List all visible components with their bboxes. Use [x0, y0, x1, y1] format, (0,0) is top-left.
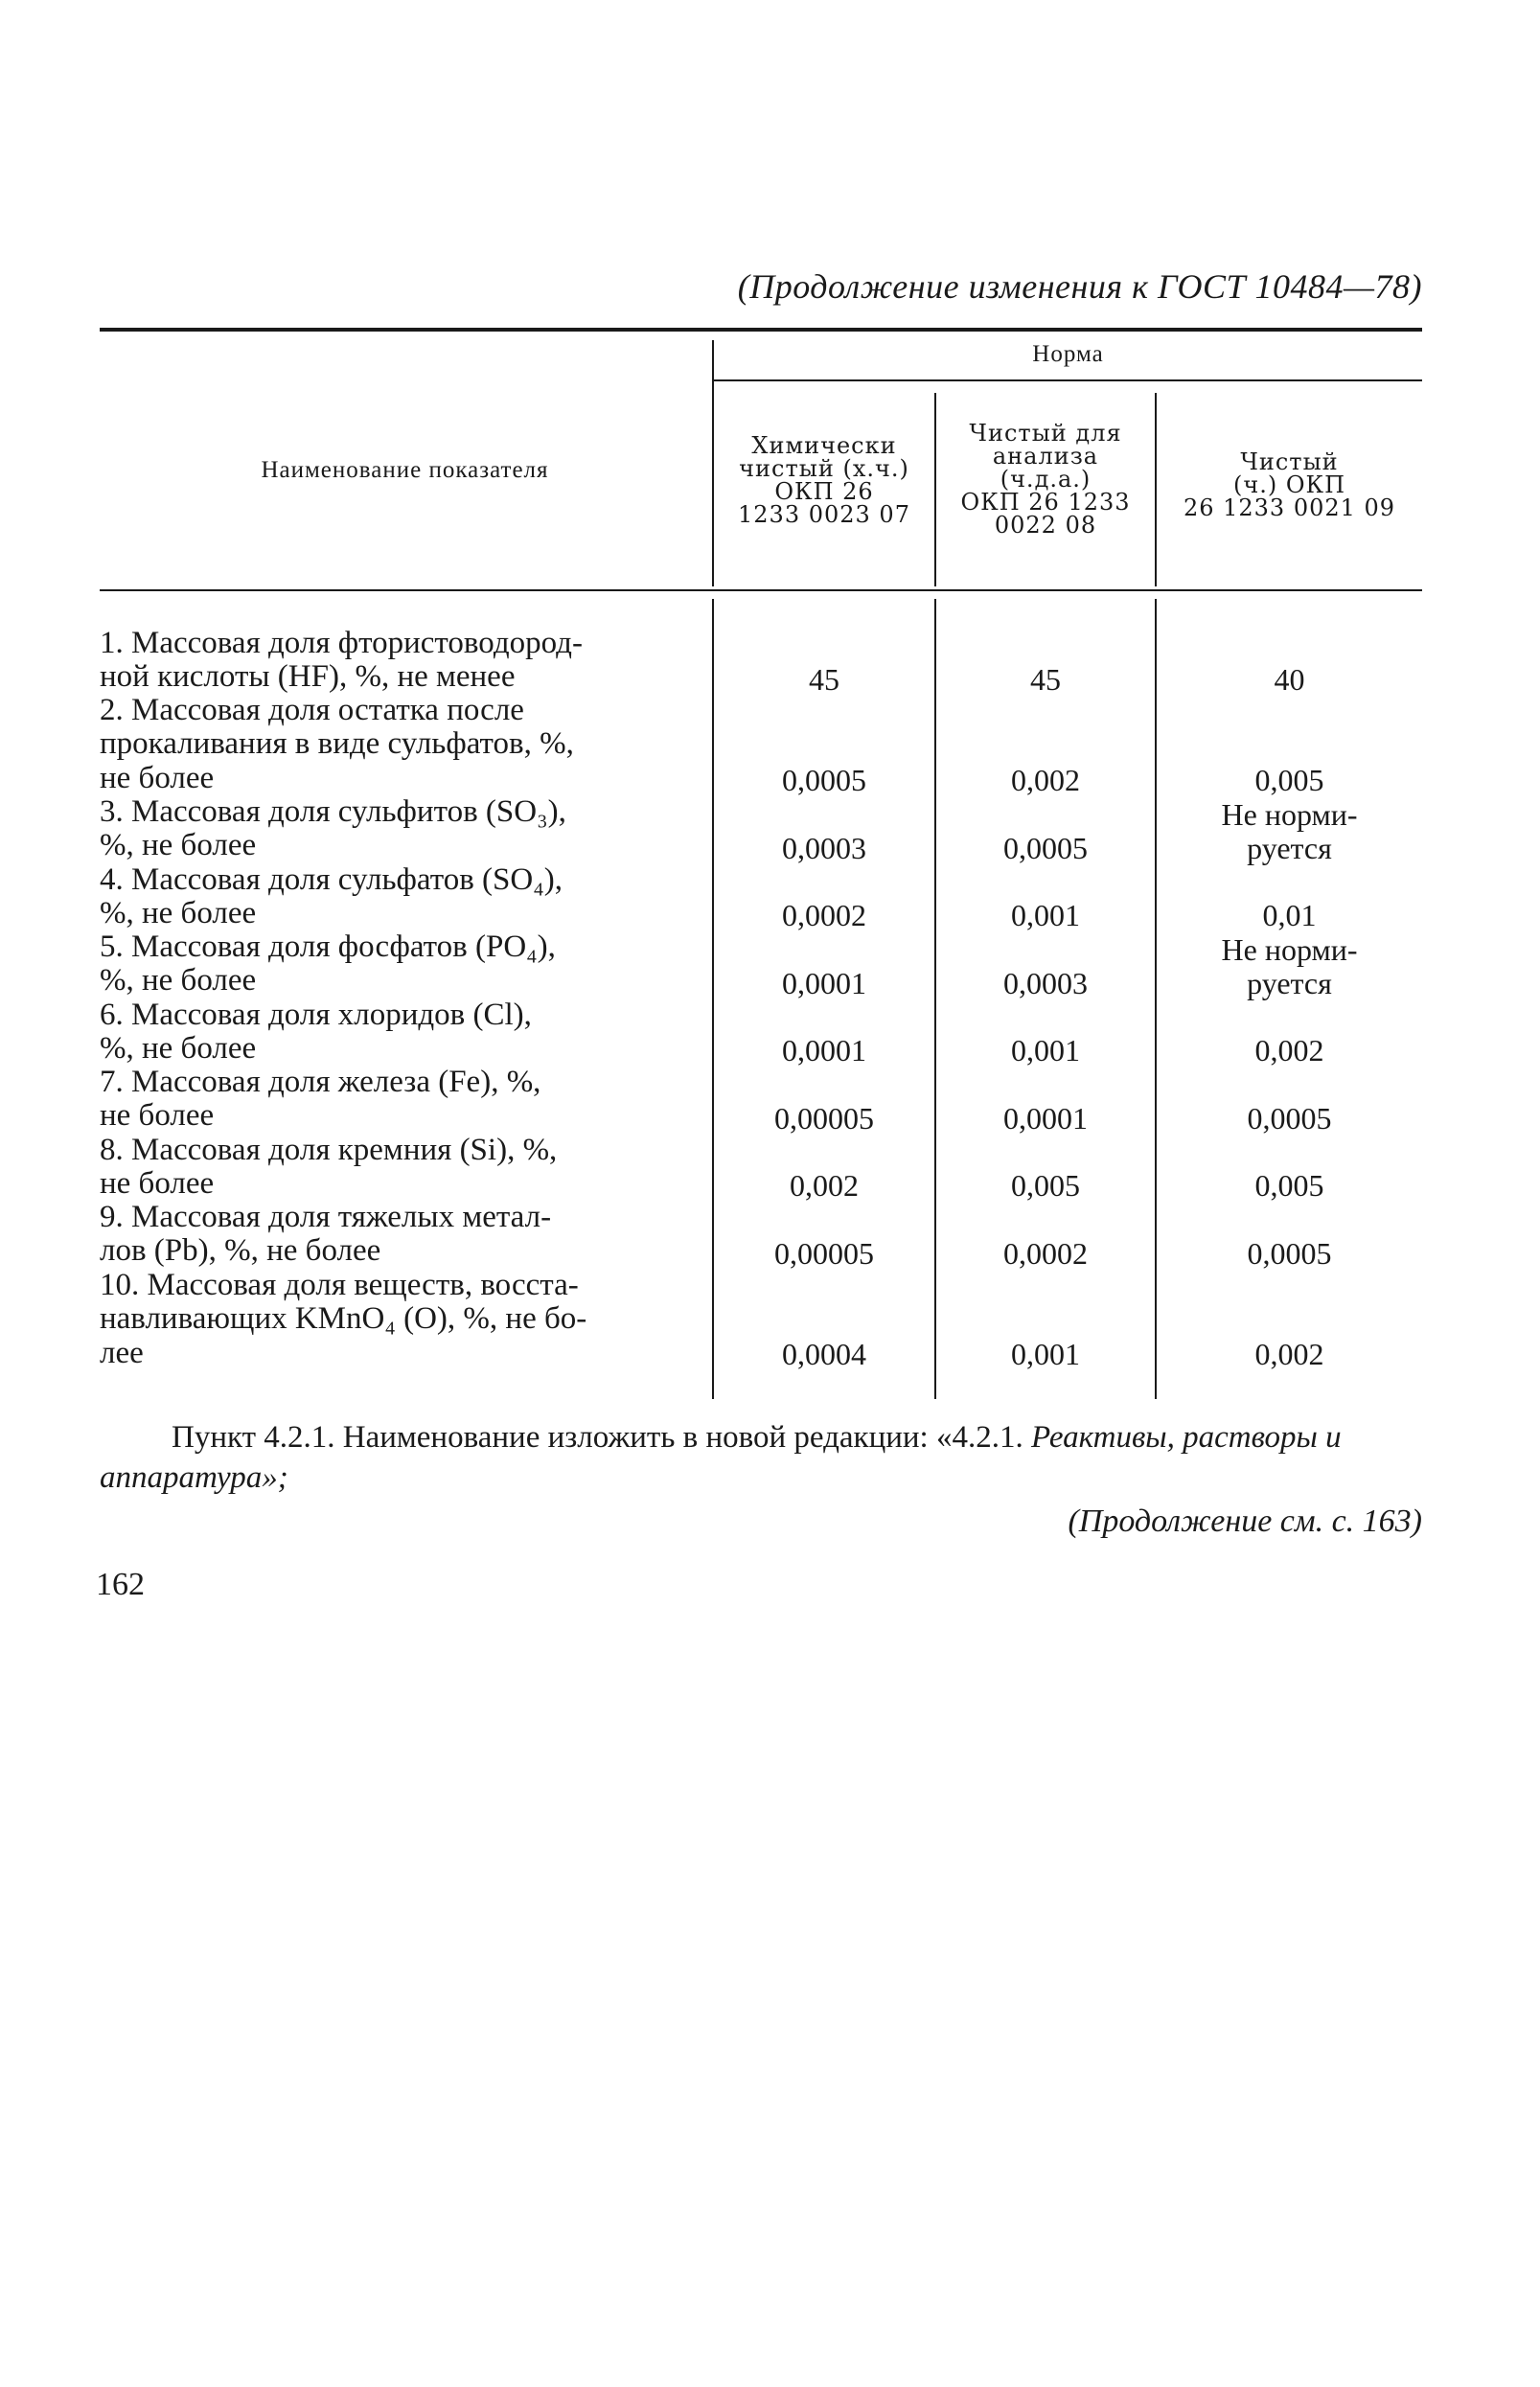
norma-rule: [714, 379, 1422, 381]
row-2-value-col1: 0,0005: [782, 763, 866, 797]
row-6-value-col2: 0,001: [1011, 1033, 1080, 1067]
row-10-label: 10. Массовая доля веществ, восста- навливающих KMnO₄ (O), %, не бо- лее: [100, 1268, 587, 1370]
row-1-value-col2: 45: [1030, 662, 1061, 697]
column-header-pure: Чистый (ч.) ОКП 26 1233 0021 09: [1183, 448, 1396, 521]
row-7-value-col3: 0,0005: [1247, 1101, 1332, 1136]
footer-paragraph-text: Пункт 4.2.1. Наименование изложить в новой редакции: «4.2.1.: [172, 1420, 1031, 1455]
row-5-value-col1: 0,0001: [782, 966, 866, 1000]
row-2-label: 2. Массовая доля остатка после прокаливания в виде сульфатов, %, не более: [100, 693, 574, 795]
column-header-name: Наименование показателя: [261, 457, 549, 483]
row-9-label: 9. Массовая доля тяжелых метал- лов (Pb), %, не более: [100, 1200, 552, 1269]
row-3-value-col3-line2: руется: [1247, 831, 1332, 865]
row-9-value-col2: 0,0002: [1003, 1236, 1088, 1271]
row-5-value-col3-line1: Не норми-: [1221, 932, 1358, 967]
row-3-value-col2: 0,0005: [1003, 831, 1088, 865]
column-header-pure-for-analysis: Чистый для анализа (ч.д.а.) ОКП 26 1233 0022 08: [960, 420, 1131, 539]
row-6-value-col3: 0,002: [1254, 1033, 1324, 1067]
row-7-label: 7. Массовая доля железа (Fe), %, не более: [100, 1065, 541, 1134]
row-8-value-col1: 0,002: [790, 1168, 859, 1203]
row-8-value-col3: 0,005: [1254, 1168, 1324, 1203]
row-5-value-col2: 0,0003: [1003, 966, 1088, 1000]
column-group-header-norma: Норма: [1032, 341, 1104, 367]
row-9-value-col1: 0,00005: [774, 1236, 874, 1271]
row-5-value-col3-line2: руется: [1247, 966, 1332, 1000]
continuation-note: (Продолжение см. с. 163): [1068, 1503, 1422, 1539]
row-6-value-col1: 0,0001: [782, 1033, 866, 1067]
footer-paragraph: [100, 1417, 1422, 1498]
row-4-value-col3: 0,01: [1262, 898, 1317, 932]
row-8-label: 8. Массовая доля кремния (Si), %, не более: [100, 1133, 558, 1202]
column-header-chemically-pure: Химически чистый (х.ч.) ОКП 26 1233 0023 07: [738, 432, 910, 528]
row-4-label: 4. Массовая доля сульфатов (SO₄), %, не более: [100, 862, 563, 931]
row-8-value-col2: 0,005: [1011, 1168, 1080, 1203]
footer-paragraph-italic: Реактивы, растворы и аппаратура»;: [100, 1420, 1342, 1495]
row-7-value-col1: 0,00005: [774, 1101, 874, 1136]
continuation-header: (Продолжение изменения к ГОСТ 10484—78): [737, 267, 1422, 306]
row-7-value-col2: 0,0001: [1003, 1101, 1088, 1136]
row-3-value-col3-line1: Не норми-: [1221, 797, 1358, 832]
table-top-rule: [100, 328, 1422, 332]
row-1-value-col3: 40: [1274, 662, 1305, 697]
row-4-value-col1: 0,0002: [782, 898, 866, 932]
row-1-label: 1. Массовая доля фтористоводород- ной кислоты (HF), %, не менее: [100, 626, 583, 695]
row-2-value-col3: 0,005: [1254, 763, 1324, 797]
header-bottom-rule: [100, 589, 1422, 591]
row-9-value-col3: 0,0005: [1247, 1236, 1332, 1271]
row-6-label: 6. Массовая доля хлоридов (Cl), %, не более: [100, 998, 532, 1067]
row-10-value-col3: 0,002: [1254, 1337, 1324, 1371]
row-3-label: 3. Массовая доля сульфитов (SO₃), %, не более: [100, 794, 566, 863]
page-number: 162: [96, 1567, 145, 1602]
row-1-value-col1: 45: [809, 662, 839, 697]
row-4-value-col2: 0,001: [1011, 898, 1080, 932]
row-5-label: 5. Массовая доля фосфатов (PO₄), %, не более: [100, 930, 556, 998]
row-10-value-col2: 0,001: [1011, 1337, 1080, 1371]
row-10-value-col1: 0,0004: [782, 1337, 866, 1371]
row-3-value-col1: 0,0003: [782, 831, 866, 865]
row-2-value-col2: 0,002: [1011, 763, 1080, 797]
